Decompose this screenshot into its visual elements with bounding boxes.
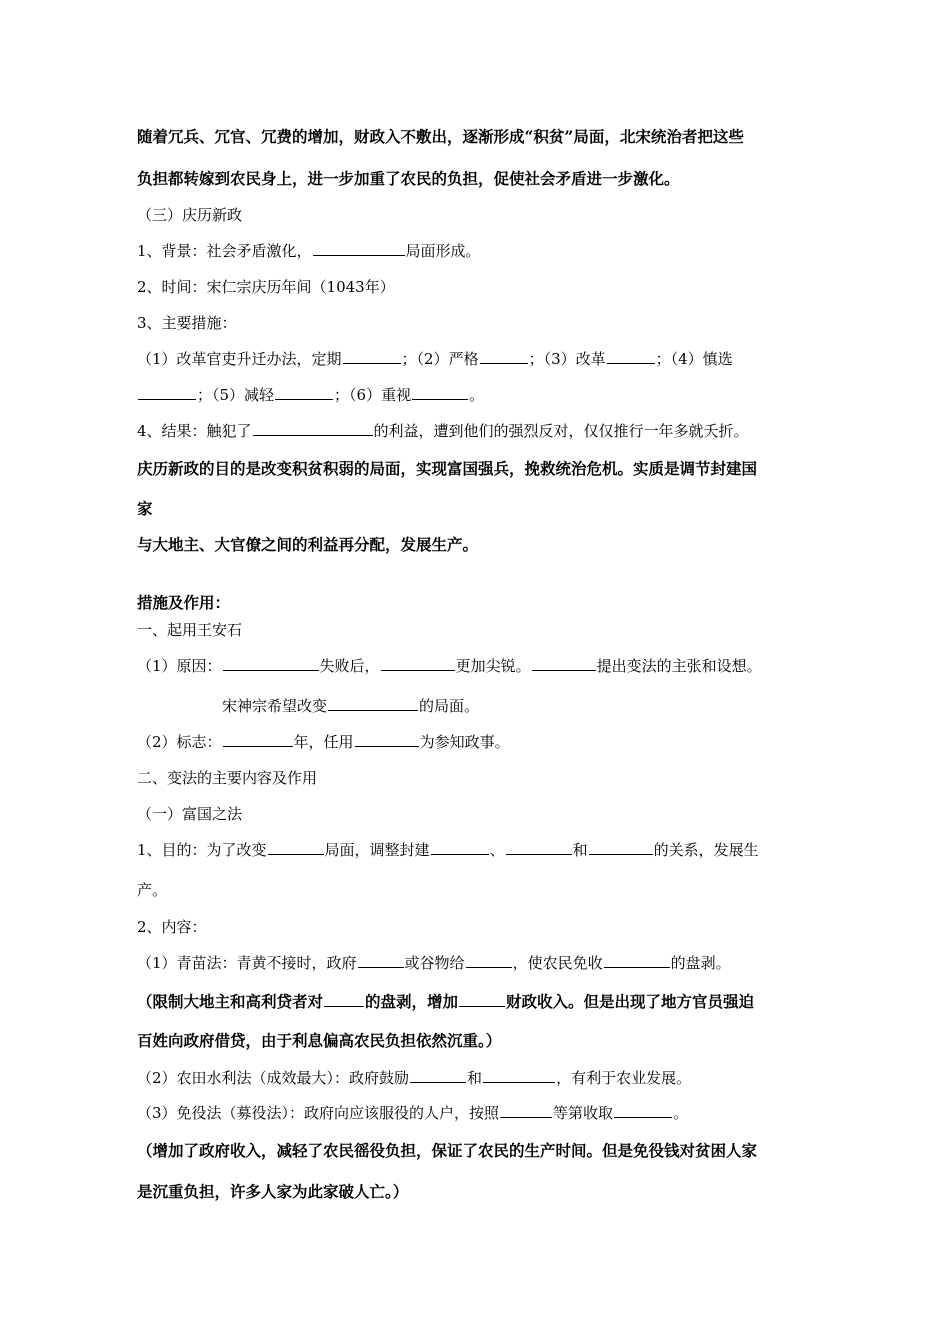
- section-heading: （三）庆历新政: [137, 206, 243, 224]
- blank: [381, 656, 455, 671]
- paragraph-line: 随着冗兵、冗官、冗费的增加，财政入不敷出，逐渐形成“积贫”局面，北宋统治者把这些: [137, 127, 744, 146]
- paragraph-line: （增加了政府收入，减轻了农民徭役负担，保证了农民的生产时间。但是免役钱对贫困人家: [137, 1141, 758, 1160]
- blank: [138, 385, 196, 400]
- blank: [506, 840, 572, 855]
- blank: [328, 696, 418, 711]
- blank: [607, 349, 655, 364]
- blank: [410, 1068, 466, 1083]
- blank: [324, 992, 364, 1007]
- section-heading: 一、起用王安石: [137, 621, 243, 639]
- fill-line: ；（5）减轻 ；（6）重视 。: [137, 385, 484, 405]
- blank: [253, 421, 373, 436]
- paragraph-line: 家: [137, 499, 153, 518]
- blank: [500, 1103, 552, 1118]
- text-line: 2、时间：宋仁宗庆历年间（1043年）: [137, 278, 395, 296]
- fill-line: （2）标志： 年，任用 为参知政事。: [137, 733, 510, 751]
- blank: [459, 992, 505, 1007]
- blank: [268, 840, 324, 855]
- blank: [431, 840, 489, 855]
- paragraph-line: 与大地主、大官僚之间的利益再分配，发展生产。: [137, 535, 479, 554]
- fill-line: 宋神宗希望改变 的局面。: [222, 697, 480, 715]
- paragraph-line: 庆历新政的目的是改变积贫积弱的局面，实现富国强兵，挽救统治危机。实质是调节封建国: [137, 459, 758, 478]
- section-heading: （一）富国之法: [137, 805, 243, 823]
- paragraph-line: （限制大地主和高利贷者对 的盘剥，增加 财政收入。但是出现了地方官员强迫: [137, 992, 755, 1011]
- fill-line: 1、目的：为了改变 局面，调整封建 、 和 的关系，发展生: [137, 841, 759, 859]
- fill-line: （1）青苗法：青黄不接时，政府 或谷物给 ，使农民免收 的盘剥。: [137, 954, 731, 972]
- blank: [358, 953, 404, 968]
- blank: [480, 349, 528, 364]
- section-heading: 二、变法的主要内容及作用: [137, 769, 318, 787]
- blank: [313, 241, 405, 256]
- blank: [275, 385, 333, 400]
- blank: [343, 349, 401, 364]
- text-line: 2、内容：: [137, 918, 207, 936]
- section-heading: 措施及作用：: [137, 593, 231, 612]
- blank: [614, 1103, 672, 1118]
- text-line: 产。: [137, 881, 168, 899]
- blank: [223, 732, 293, 747]
- blank: [532, 656, 596, 671]
- text-line: 3、主要措施：: [137, 314, 237, 332]
- fill-line: 4、结果：触犯了 的利益，遭到他们的强烈反对，仅仅推行一年多就夭折。: [137, 422, 749, 440]
- blank: [355, 732, 419, 747]
- fill-line: （2）农田水利法（成效最大）：政府鼓励 和 ，有利于农业发展。: [137, 1069, 692, 1087]
- paragraph-line: 负担都转嫁到农民身上，进一步加重了农民的负担，促使社会矛盾进一步激化。: [137, 169, 680, 188]
- blank: [483, 1068, 555, 1083]
- fill-line: 1、背景：社会矛盾激化， 局面形成。: [137, 242, 481, 260]
- fill-line: （3）免役法（募役法）：政府向应该服役的人户，按照 等第收取 。: [137, 1104, 689, 1122]
- blank: [589, 840, 653, 855]
- blank: [223, 656, 319, 671]
- blank: [466, 953, 512, 968]
- blank: [604, 953, 670, 968]
- fill-line: （1）改革官吏升迁办法，定期 ；（2）严格 ；（3）改革 ；（4）慎选: [137, 350, 733, 368]
- paragraph-line: 百姓向政府借贷，由于利息偏高农民负担依然沉重。）: [137, 1031, 502, 1050]
- paragraph-line: 是沉重负担，许多人家为此家破人亡。）: [137, 1182, 409, 1201]
- fill-line: （1）原因： 失败后， 更加尖锐。 提出变法的主张和设想。: [137, 657, 762, 675]
- blank: [412, 385, 468, 400]
